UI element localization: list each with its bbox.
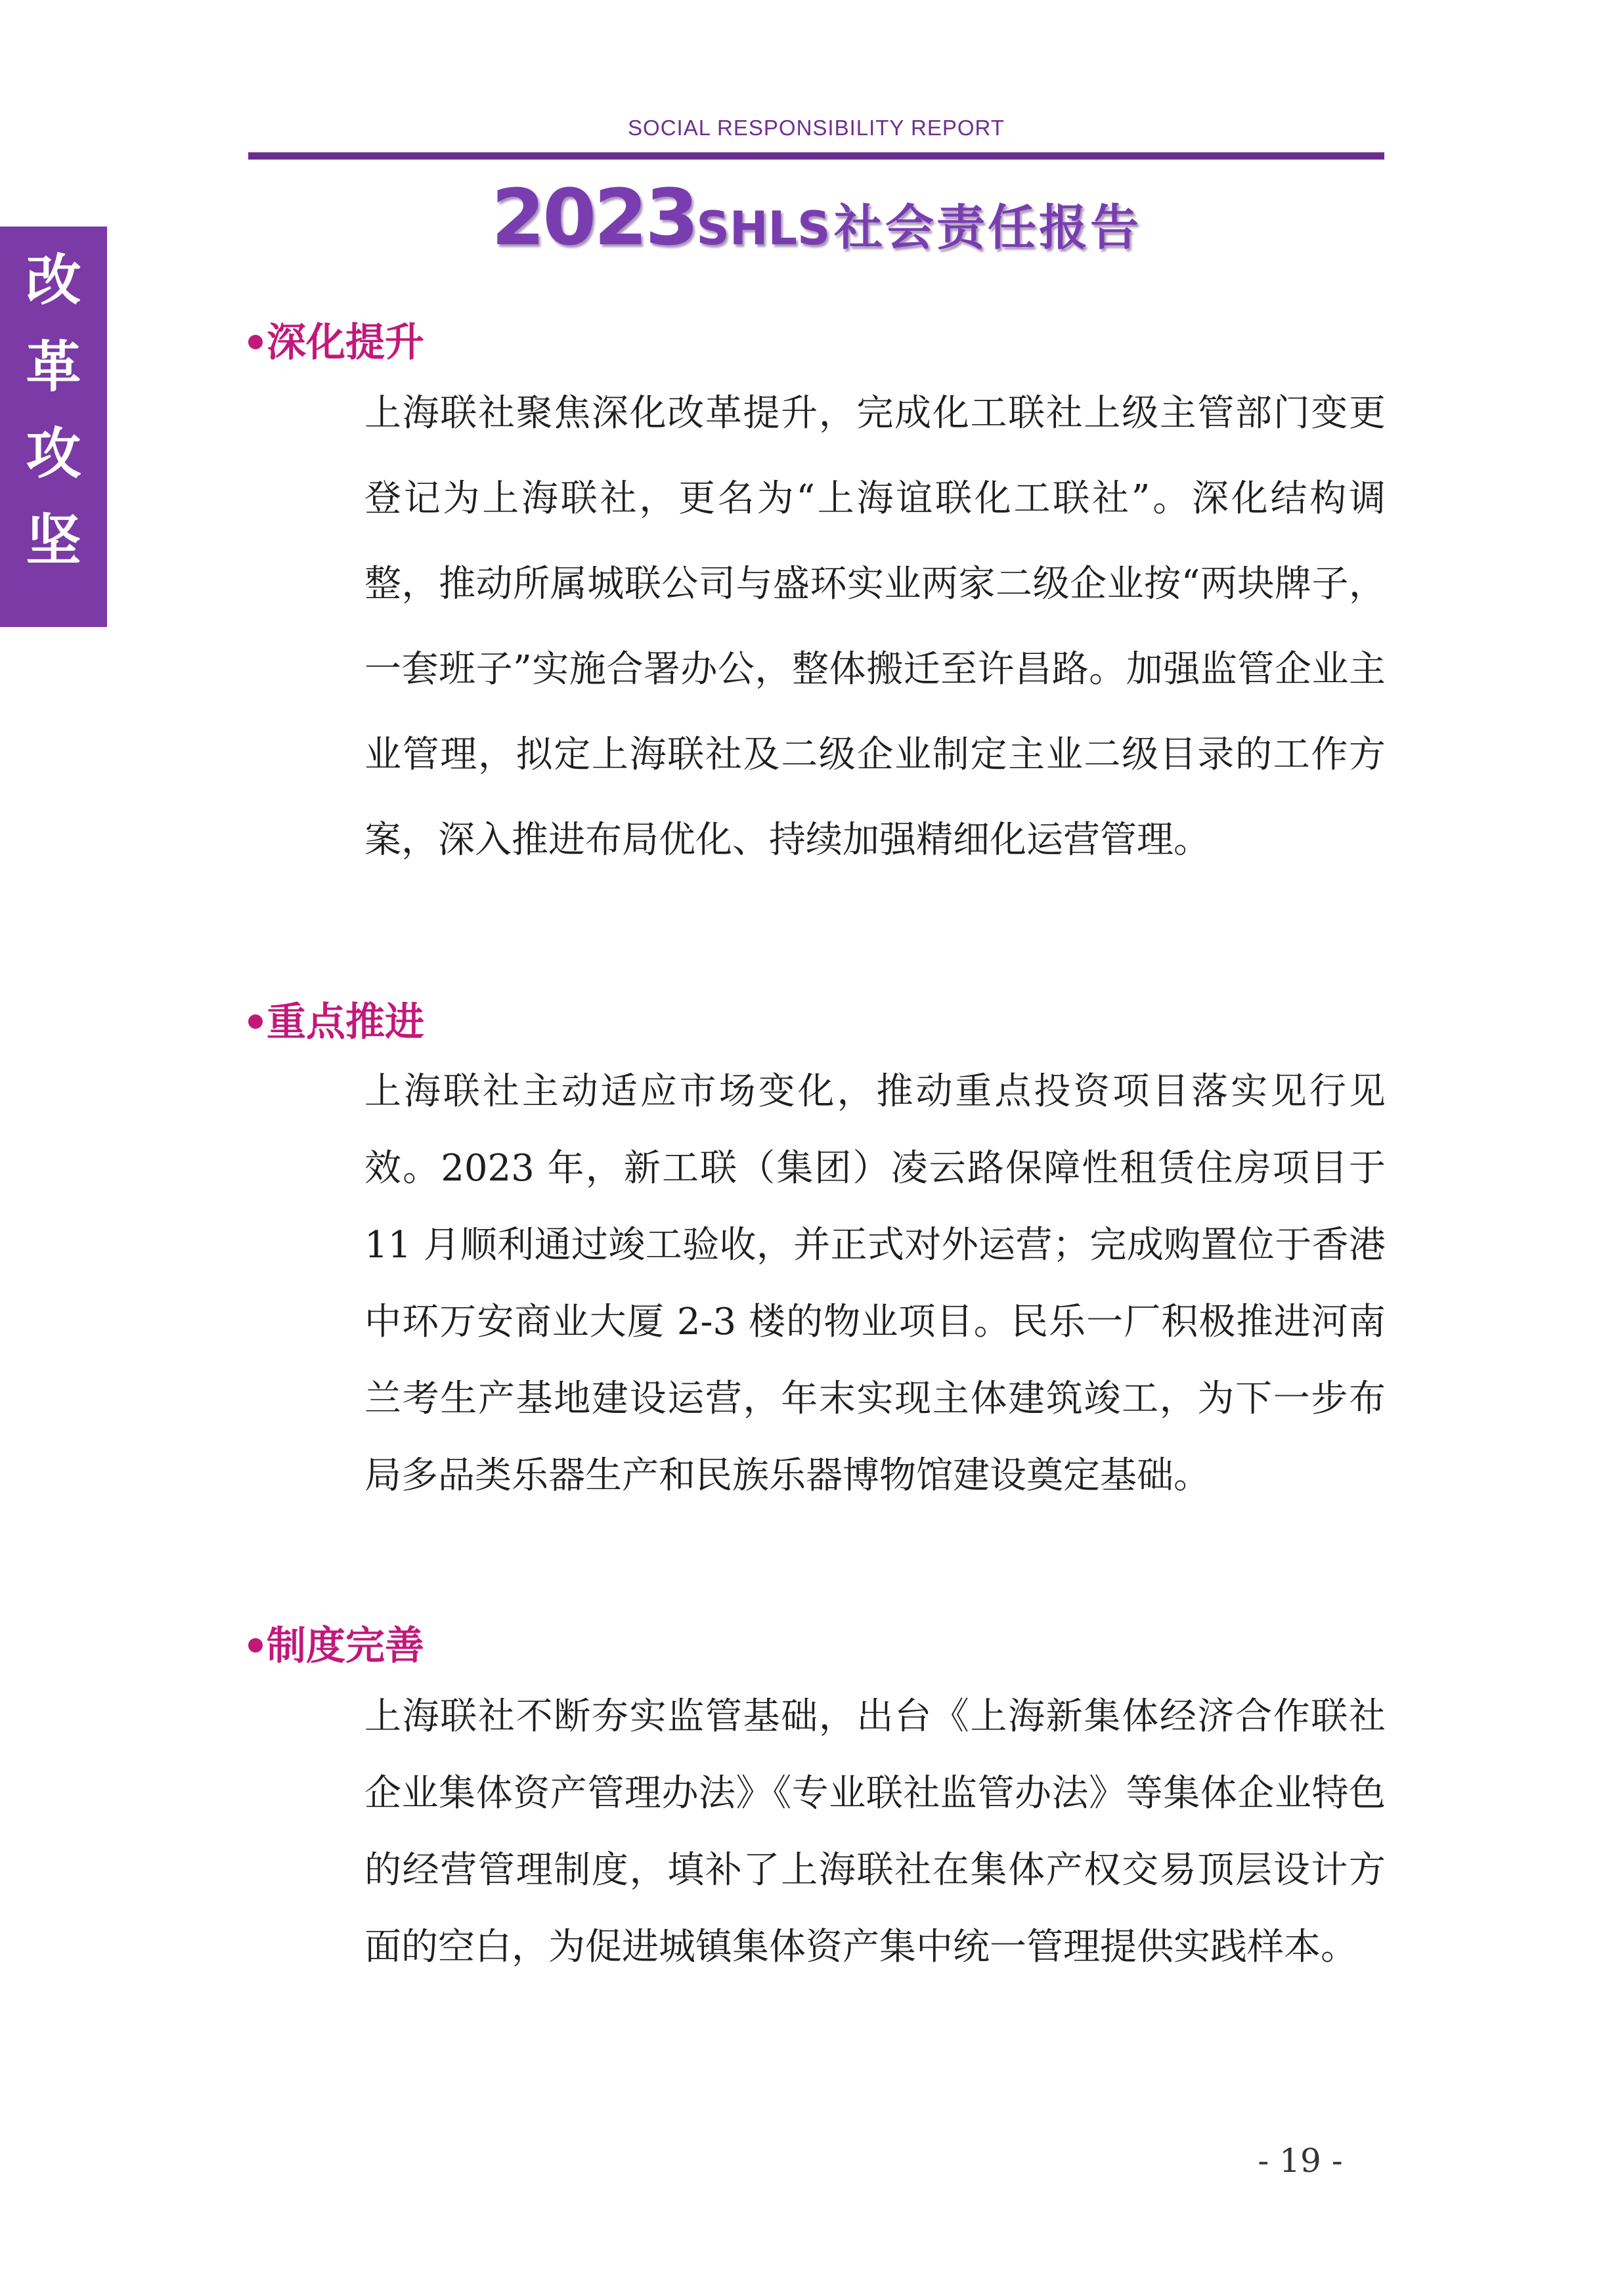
bullet-icon xyxy=(248,1014,263,1029)
section-body-system: 上海联社不断夯实监管基础，出台《上海新集体经济合作联社企业集体资产管理办法》《专业联社监管办法》等集体企业特色的经营管理制度，填补了上海联社在集体产权交易顶层设计方面的空白，为促进城镇集体资产集中统一管理提供实践样本。 xyxy=(364,1695,1386,1968)
section-body-deepen: 上海联社聚焦深化改革提升，完成化工联社上级主管部门变更登记为上海联社，更名为“上海谊联化工联社”。深化结构调整，推动所属城联公司与盛环实业两家二级企业按“两块牌子，一套班子”实施合署办公，整体搬迁至许昌路。加强监管企业主业管理，拟定上海联社及二级企业制定主业二级目录的工作方案，深入推进布局优化、持续加强精细化运营管理。 xyxy=(364,392,1386,861)
section-heading-deepen xyxy=(248,311,424,368)
section-heading-text: 制度完善 xyxy=(267,1623,424,1669)
section-heading-text: 深化提升 xyxy=(267,320,424,366)
section-body-priority: 上海联社主动适应市场变化，推动重点投资项目落实见行见效。2023 年，新工联（集团）凌云路保障性租赁住房项目于 11 月顺利通过竣工验收，并正式对外运营；完成购置位于香港中环万安商业大厦 2-3 楼的物业项目。民乐一厂积极推进河南兰考生产基地建设运营，年末实现主体建筑竣工，为下一步布局多品类乐器生产和民族乐器博物馆建设奠定基础。 xyxy=(364,1070,1386,1497)
chapter-side-tab xyxy=(0,227,107,627)
section-heading-text: 重点推进 xyxy=(267,999,424,1045)
side-tab-char: 坚 xyxy=(26,508,81,573)
title-chinese: 社会责任报告 xyxy=(834,200,1142,256)
side-tab-char: 攻 xyxy=(26,422,81,486)
title-org: SHLS xyxy=(696,202,831,255)
side-tab-char: 革 xyxy=(26,335,81,399)
section-heading-priority xyxy=(248,991,424,1047)
report-title xyxy=(248,172,1384,263)
side-tab-char: 改 xyxy=(26,248,81,313)
bullet-icon xyxy=(248,1638,263,1653)
section-heading-system xyxy=(248,1614,424,1671)
title-year: 2023 xyxy=(491,172,697,263)
header-divider xyxy=(248,152,1384,160)
report-header-label: SOCIAL RESPONSIBILITY REPORT xyxy=(628,116,1005,140)
page-number: - 19 - xyxy=(1258,2142,1343,2180)
bullet-icon xyxy=(248,335,263,349)
